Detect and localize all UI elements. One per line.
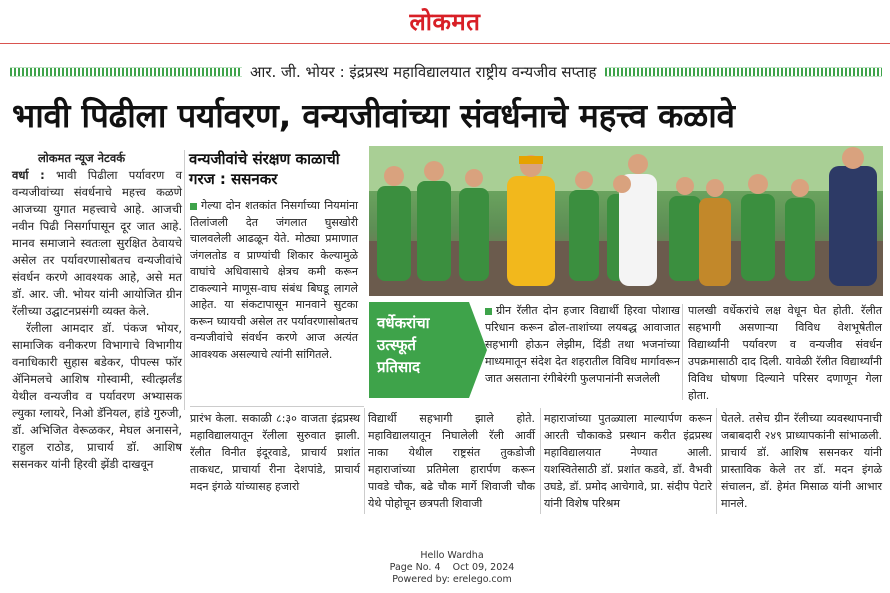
left-para-1: [12, 167, 182, 320]
callout-text-2: पालखी वर्धेकरांचे लक्ष वेधून घेत होती. रॅलीत सहभागी असणाऱ्या विविध वेशभूषेतील विद्यार्थ्यांनी पर्यावरण व वन्यजीव संवर्धन उपक्रमासाठी दाद दिली. यावेळी रॅलीत विद्यार्थ्यांनी विविध घोषणा दिल्याने परिसर दणाणून गेला होता.: [688, 304, 882, 402]
byline: लोकमत न्यूज नेटवर्क: [38, 151, 126, 165]
callout-text-1: [485, 302, 680, 387]
column-divider: [540, 408, 541, 514]
column-divider: [716, 408, 717, 514]
left-column: [12, 150, 182, 473]
kicker-stripes-right: [605, 67, 883, 77]
kicker-text: आर. जी. भोयर : इंद्रप्रस्थ महाविद्यालयात राष्ट्रीय वन्यजीव सप्ताह: [250, 63, 597, 81]
sidebar-text: [190, 198, 358, 363]
page-and-date: Page No. 4 Oct 09, 2024: [389, 562, 515, 573]
edition-name: Hello Wardha: [420, 550, 484, 561]
sidebar-text-body: गेल्या दोन शतकांत निसर्गाच्या नियमांना तिलांजली देत जंगलात घुसखोरी चालवलेली आढळून येते. मोठ्या प्रमाणात जंगलतोड व प्राण्यांची शिकार केल्यामुळे वाघांचे अधिवासाचे क्षेत्रच कमी करून टाकल्याने माणूस-वाघ संबंध बिघडू लागले आहेत. या संकटापासून मानवाने सुटका करून घ्यायची असेल तर पर्यावरणासोबतच वन्यजीवांचे संवर्धन करणे आज अत्यंत आवश्यक असल्याचे त्यांनी सांगितले.: [190, 199, 358, 361]
column-divider: [184, 150, 185, 410]
article-headline: भावी पिढीला पर्यावरण, वन्यजीवांच्या संवर्धनाचे महत्त्व कळावे: [12, 96, 735, 135]
body-column-2: विद्यार्थी सहभागी झाले होते. महाविद्यालयातून निघालेली रॅली आर्वी नाका येथील राष्ट्रसंत तुकडोजी महाराजांच्या प्रतिमेला हारार्पण करून पावडे चौक, बढे चौक मार्गे शिवाजी चौक येथे पोहोचून छत्रपती शिवाजी: [368, 412, 535, 510]
left-para-2: रॅलीला आमदार डॉ. पंकज भोयर, सामाजिक वनीकरण विभागाचे विभागीय वनाधिकारी सुहास बडेकर, पीपल्स फॉर ॲनिमलचे आशिष गोस्वामी, स्वीत्झर्लंड येथील वन्यजीव व पर्यावरण अभ्यासक ल्युका ग्लायरे, निओ डॅनियल, हांडे गुरुजी, डॉ. अभिजित वेरूळकर, मेघल अनासने, राहुल राठोड, प्राचार्य डॉ. आशिष ससनकर यांनी हिरवी झेंडी दाखवून: [12, 321, 182, 471]
masthead: [0, 0, 890, 44]
body-column-4: घेतले. तसेच ग्रीन रॅलीच्या व्यवस्थापनाची जबाबदारी २४९ प्राध्यापकांनी सांभाळली. प्राचार्य डॉ. आशिष ससनकर यांनी प्रास्ताविक केले तर डॉ. मदन इंगळे संचालन, डॉ. हेमंत मिसाळ यांनी आभार मानले.: [721, 412, 882, 510]
column-divider: [364, 408, 365, 514]
callout-label-box: [369, 302, 469, 398]
rally-photo: [369, 146, 883, 296]
powered-by: Powered by: erelego.com: [392, 574, 512, 585]
bullet-icon: [190, 203, 197, 210]
body-column-3: महाराजांच्या पुतळ्याला माल्यार्पण करून आरती चौकाकडे प्रस्थान करीत इंद्रप्रस्थ महाविद्यालयात नेण्यात आली. यशस्वितेसाठी डॉ. प्रशांत कडवे, डॉ. वैभवी उघडे, डॉ. प्रमोद आचेगावे, प्रा. संदीप पेटारे यांनी विशेष परिश्रम: [544, 412, 712, 510]
newspaper-logo: लोकमत: [409, 8, 481, 36]
bullet-icon: [485, 308, 492, 315]
left-para-1-text: भावी पिढीला पर्यावरण व वन्यजीवांच्या संवर्धनाचे महत्त्व कळणे आजच्या युगात महत्त्वाचे आहे. आजची नवीन पिढी निसर्गापासून दूर जात आहे. मानव समाजाने स्वतःला सुरक्षित ठेवायचे असेल तर पर्यावरणासोबतच वन्यजीवांचे संवर्धन करणे आवश्यक आहे, असे मत डॉ. आर. जी. भोयर यांनी आयोजित ग्रीन रॅलीच्या उद्घाटनप्रसंगी व्यक्त केले.: [12, 168, 182, 318]
body-column-1: प्रारंभ केला. सकाळी ८:३० वाजता इंद्रप्रस्थ महाविद्यालयातून रॅलीला सुरुवात झाली. रॅलीत विनीत इंदूरवाडे, प्राचार्य प्रशांत ताकधट, प्राचार्या रीना देशपांडे, प्राचार्य मदन इंगळे यांच्यासह हजारो: [190, 412, 360, 493]
dateline: वर्धा :: [12, 168, 45, 182]
rally-photo-illustration: [369, 146, 883, 296]
callout-divider: [682, 304, 683, 400]
kicker-row: [10, 62, 882, 82]
sidebar-heading: वन्यजीवांचे संरक्षण काळाची गरज : ससनकर: [189, 150, 340, 188]
sidebar-bottom-rule: [190, 406, 364, 407]
kicker-stripes-left: [10, 67, 242, 77]
callout-text-1-body: ग्रीन रॅलीत दोन हजार विद्यार्थी हिरवा पोशाख परिधान करून ढोल-ताशांच्या लयबद्ध आवाजात सहभागी होऊन लेझीम, दिंडी तथा भजनांच्या माध्यमातून संदेश देत शहरातील विविध मार्गावरून जात असताना रंगीबेरंगी फुलपानांनी सजलेली: [485, 304, 680, 385]
page-footer: [372, 550, 532, 586]
callout-label: वर्धेकरांचा उत्स्फूर्त प्रतिसाद: [377, 314, 430, 376]
